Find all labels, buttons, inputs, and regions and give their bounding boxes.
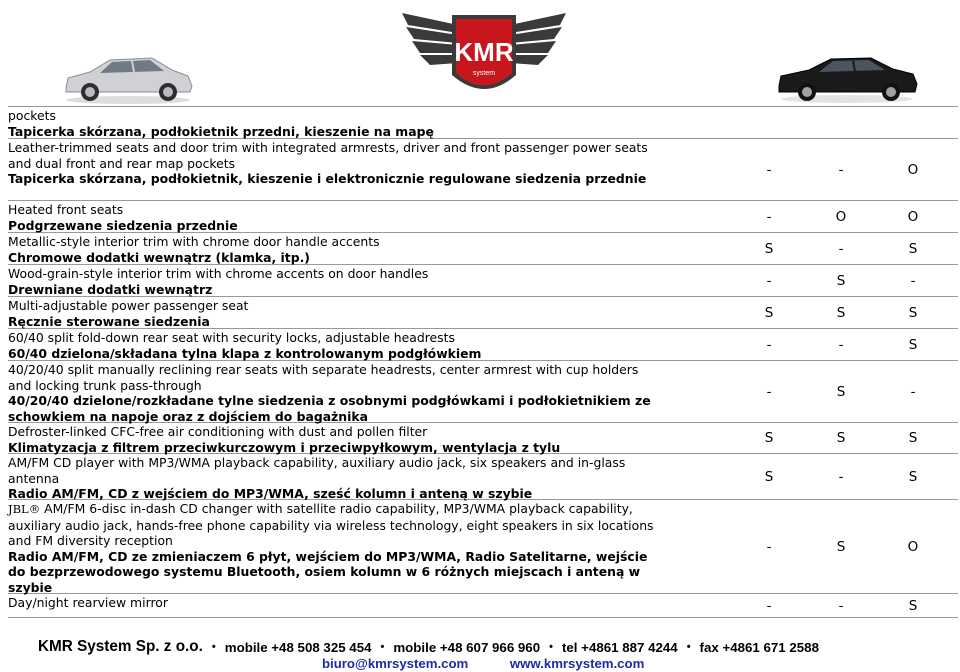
feature-text-polish: Tapicerka skórzana, podłokietnik przedni, kieszenie na mapę [8, 123, 434, 139]
feature-text-polish: Chromowe dodatki wewnątrz (klamka, itp.) [8, 249, 310, 265]
feature-text-english: AM/FM CD player with MP3/WMA playback capability, auxiliary audio jack, six speakers and in-glass antenna [8, 455, 626, 486]
footer-email-link[interactable]: biuro@kmrsystem.com [322, 656, 469, 671]
trim-availability [658, 297, 958, 328]
logo-text: KMR [454, 37, 514, 67]
availability-value: S [908, 468, 918, 485]
availability-value: S [908, 597, 918, 614]
logo-subtext: system [472, 70, 496, 77]
equipment-table [8, 107, 958, 618]
availability-value: O [907, 208, 919, 225]
trim-availability [658, 361, 958, 422]
feature-text-polish: Podgrzewane siedzenia przednie [8, 217, 238, 233]
availability-value: S [764, 304, 774, 321]
feature-text-english: JBL® AM/FM 6-disc in-dash CD changer with satellite radio capability, MP3/WMA playback capability, auxiliary audio jack, hands-free phone capability via wireless technology, eight speakers in six locations and FM diversity reception [8, 501, 654, 549]
trim-availability [658, 329, 958, 360]
footer-tel: tel +4861 887 4244 [561, 639, 678, 655]
trim-availability [658, 107, 958, 138]
feature-text-polish: Tapicerka skórzana, podłokietnik, kieszenie i elektronicznie regulowane siedzenia przednie [8, 171, 647, 187]
availability-value: S [764, 430, 774, 446]
feature-text-english: pockets [8, 108, 56, 123]
feature-description [8, 107, 658, 138]
footer-contact-line [38, 638, 938, 656]
availability-value: - [838, 597, 844, 614]
trim-availability [658, 454, 958, 499]
feature-text-polish: Drewniane dodatki wewnątrz [8, 281, 213, 297]
availability-value: S [908, 336, 918, 353]
table-row [8, 139, 958, 201]
availability-value: S [836, 538, 846, 555]
feature-text-english: Day/night rearview mirror [8, 595, 168, 610]
kmr-system-logo [398, 3, 570, 101]
bullet-separator: • [380, 641, 385, 653]
availability-value: - [838, 468, 844, 485]
availability-value: - [766, 272, 772, 289]
availability-value: S [836, 383, 846, 400]
table-row [8, 201, 958, 233]
feature-description [8, 423, 658, 453]
availability-value: S [764, 240, 774, 257]
feature-text-english: Metallic-style interior trim with chrome door handle accents [8, 234, 380, 249]
table-row [8, 454, 958, 500]
feature-text-english: Multi-adjustable power passenger seat [8, 298, 249, 313]
feature-text-polish: 40/20/40 dzielone/rozkładane tylne siedzenia z osobnymi podgłówkami i podłokietnikiem ze schowkiem na napoje oraz z dojściem do bagażnika [8, 393, 651, 424]
bullet-separator: • [686, 641, 691, 653]
bullet-separator: • [211, 641, 216, 653]
availability-value: O [835, 208, 847, 225]
table-row [8, 265, 958, 297]
trim-availability [658, 265, 958, 296]
availability-value: S [764, 468, 774, 485]
feature-description [8, 139, 658, 200]
table-row [8, 297, 958, 329]
availability-value: - [910, 383, 916, 400]
availability-value: - [766, 336, 772, 353]
availability-value: - [766, 383, 772, 400]
footer-links [322, 656, 644, 672]
table-row [8, 107, 958, 139]
feature-text-polish: Radio AM/FM, CD ze zmieniaczem 6 płyt, wejściem do MP3/WMA, Radio Satelitarne, wejście do bezprzewodowego systemu Bluetooth, osiem kolumn w 6 różnych miejscach i anteną w szybie [8, 548, 648, 595]
feature-description [8, 361, 658, 422]
feature-text-english: Heated front seats [8, 202, 124, 217]
trim-availability [658, 139, 958, 200]
feature-text-english: 60/40 split fold-down rear seat with security locks, adjustable headrests [8, 330, 455, 345]
availability-value: S [836, 272, 846, 289]
availability-value: O [907, 538, 919, 555]
trim-availability [658, 233, 958, 264]
trim-availability [658, 201, 958, 232]
footer-website-link[interactable]: www.kmrsystem.com [509, 656, 645, 671]
availability-value: - [910, 272, 916, 289]
table-row [8, 233, 958, 265]
feature-description [8, 265, 658, 296]
availability-value: - [766, 538, 772, 555]
availability-value: S [908, 304, 918, 321]
availability-value: - [838, 240, 844, 257]
feature-description [8, 233, 658, 264]
availability-value: - [766, 597, 772, 614]
availability-value: S [836, 430, 846, 446]
feature-description [8, 329, 658, 360]
feature-text-polish: Ręcznie sterowane siedzenia [8, 313, 210, 329]
feature-text-polish: 60/40 dzielona/składana tylna klapa z kontrolowanym podgłówkiem [8, 345, 482, 361]
feature-text-english: Defroster-linked CFC-free air conditioning with dust and pollen filter [8, 424, 428, 439]
trim-availability [658, 423, 958, 453]
availability-value: - [766, 208, 772, 225]
feature-text-english: Wood-grain-style interior trim with chrome accents on door handles [8, 266, 429, 281]
feature-text-english: Leather-trimmed seats and door trim with integrated armrests, driver and front passenger power seats and dual front and rear map pockets [8, 140, 648, 171]
table-row [8, 500, 958, 594]
bullet-separator: • [549, 641, 553, 653]
footer-fax: fax +4861 671 2588 [699, 639, 819, 655]
feature-description [8, 201, 658, 232]
trim-availability [658, 594, 958, 617]
table-row [8, 423, 958, 454]
silver-car-image [60, 50, 195, 105]
trim-availability [658, 500, 958, 593]
feature-text-english: 40/20/40 split manually reclining rear seats with separate headrests, center armrest with cup holders and locking trunk pass-through [8, 362, 639, 393]
table-row [8, 329, 958, 361]
availability-value: S [908, 430, 918, 446]
availability-value: - [838, 161, 844, 178]
footer-mobile-1: mobile +48 508 325 454 [224, 639, 372, 655]
availability-value: O [907, 161, 919, 178]
feature-description [8, 500, 658, 593]
feature-text-polish: Klimatyzacja z filtrem przeciwkurczowym i przeciwpyłkowym, wentylacja z tylu [8, 439, 561, 455]
feature-description [8, 297, 658, 328]
table-row [8, 361, 958, 423]
jbl-brand-text: JBL® [8, 502, 41, 516]
feature-description [8, 594, 658, 617]
feature-text-polish: Radio AM/FM, CD z wejściem do MP3/WMA, sześć kolumn i anteną w szybie [8, 486, 533, 502]
footer-company: KMR System Sp. z o.o. [38, 638, 203, 655]
availability-value: - [838, 336, 844, 353]
availability-value: S [908, 240, 918, 257]
availability-value: S [836, 304, 846, 321]
footer-mobile-2: mobile +48 607 966 960 [393, 639, 541, 655]
black-car-image [775, 52, 920, 104]
table-row [8, 594, 958, 618]
feature-description [8, 454, 658, 502]
availability-value: - [766, 161, 772, 178]
